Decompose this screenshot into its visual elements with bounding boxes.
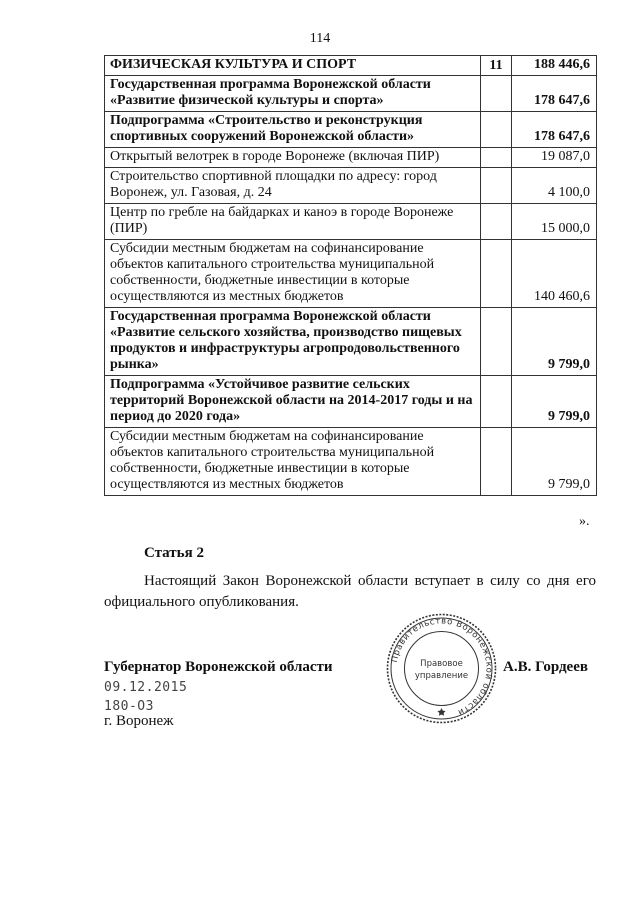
table-row: [105, 76, 597, 112]
row-code: [481, 148, 512, 168]
row-name: ФИЗИЧЕСКАЯ КУЛЬТУРА И СПОРТ: [105, 56, 481, 76]
row-name: Государственная программа Воронежской области «Развитие физической культуры и спорта»: [105, 76, 481, 112]
row-amount: 15 000,0: [512, 204, 597, 240]
row-amount: 178 647,6: [512, 76, 597, 112]
seal-inner-text-2: управление: [414, 671, 469, 681]
row-name: Строительство спортивной площадки по адресу: город Воронеж, ул. Газовая, д. 24: [105, 168, 481, 204]
row-amount: 9 799,0: [512, 308, 597, 376]
table-row: [105, 376, 597, 428]
page-number: 114: [309, 31, 331, 46]
article-heading: Статья 2: [144, 545, 204, 561]
table-row: [105, 428, 597, 496]
law-number: 180-ОЗ: [104, 699, 154, 714]
row-code: [481, 428, 512, 496]
row-code: [481, 168, 512, 204]
row-amount: 178 647,6: [512, 112, 597, 148]
row-name: Подпрограмма «Строительство и реконструкция спортивных сооружений Воронежской области»: [105, 112, 481, 148]
row-name: Субсидии местным бюджетам на софинансирование объектов капитального строительства муниципальной собственности, бюджетные инвестиции в которые осуществляются из местных бюджетов: [105, 240, 481, 308]
row-code: [481, 76, 512, 112]
table-row: [105, 56, 597, 76]
seal-inner-text-1: Правовое: [420, 659, 463, 669]
row-amount: 4 100,0: [512, 168, 597, 204]
table-row: [105, 112, 597, 148]
table-row: [105, 148, 597, 168]
row-code: [481, 204, 512, 240]
official-seal-icon: [384, 611, 499, 726]
city: г. Воронеж: [104, 713, 174, 729]
seal-star-icon: [437, 708, 445, 716]
budget-table: [104, 55, 597, 496]
table-row: [105, 204, 597, 240]
row-code: 11: [481, 56, 512, 76]
row-name: Центр по гребле на байдарках и каноэ в городе Воронеже (ПИР): [105, 204, 481, 240]
signer-name: А.В. Гордеев: [503, 659, 588, 675]
row-name: Подпрограмма «Устойчивое развитие сельских территорий Воронежской области на 2014-2017 годы и на период до 2020 года»: [105, 376, 481, 428]
row-amount: 140 460,6: [512, 240, 597, 308]
row-amount: 9 799,0: [512, 376, 597, 428]
table-row: [105, 240, 597, 308]
seal-outer-text: Правительство Воронежской области: [389, 616, 494, 718]
row-name: Субсидии местным бюджетам на софинансирование объектов капитального строительства муниципальной собственности, бюджетные инвестиции в которые осуществляются из местных бюджетов: [105, 428, 481, 496]
row-code: [481, 112, 512, 148]
table-row: [105, 168, 597, 204]
signer-title: Губернатор Воронежской области: [104, 659, 333, 675]
law-date: 09.12.2015: [104, 680, 188, 695]
closing-quote-mark: ».: [579, 514, 590, 529]
row-name: Государственная программа Воронежской области «Развитие сельского хозяйства, производство пищевых продуктов и инфраструктуры агропродовольственного рынка»: [105, 308, 481, 376]
row-code: [481, 240, 512, 308]
article-text: Настоящий Закон Воронежской области вступает в силу со дня его официального опубликования.: [104, 573, 596, 610]
row-amount: 188 446,6: [512, 56, 597, 76]
row-name: Открытый велотрек в городе Воронеже (включая ПИР): [105, 148, 481, 168]
row-code: [481, 308, 512, 376]
row-code: [481, 376, 512, 428]
row-amount: 19 087,0: [512, 148, 597, 168]
table-row: [105, 308, 597, 376]
row-amount: 9 799,0: [512, 428, 597, 496]
